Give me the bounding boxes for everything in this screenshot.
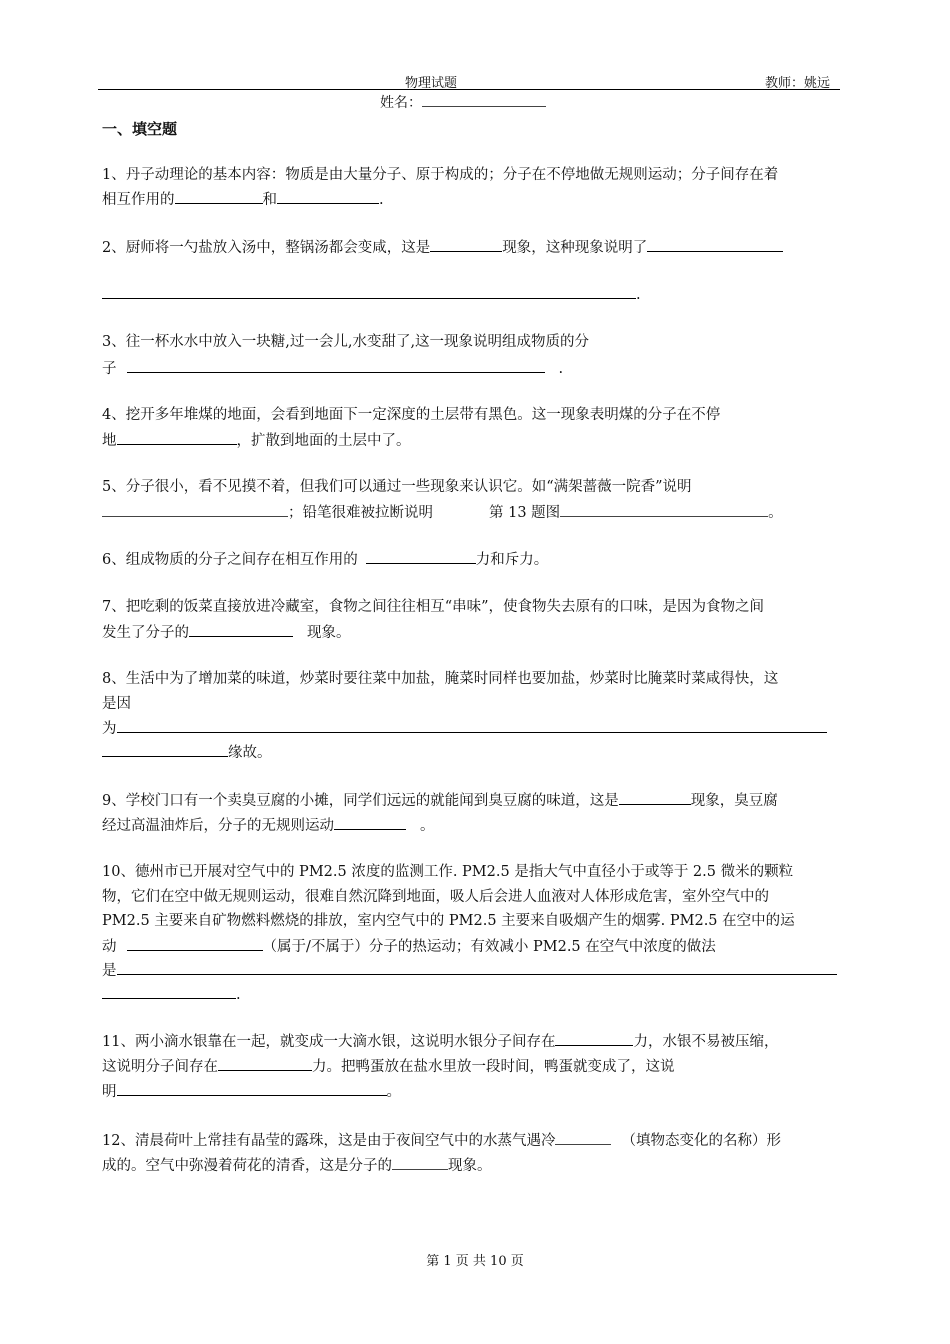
- section-title: 一、填空题: [102, 120, 178, 138]
- q12-text-c: 成的。空气中弥漫着荷花的清香，这是分子的: [102, 1158, 392, 1174]
- q10-blank-2[interactable]: [117, 960, 837, 975]
- doc-title: 物理试题: [405, 76, 458, 91]
- q12-blank-2[interactable]: [392, 1155, 448, 1170]
- q2-text-a: 2、厨师将一勺盐放入汤中，整锅汤都会变咸，这是: [102, 240, 431, 256]
- q8-line3: [102, 718, 827, 739]
- q9-text-d: 。: [420, 818, 435, 834]
- q2-blank-2[interactable]: [647, 237, 783, 252]
- q9-text-a: 9、学校门口有一个卖臭豆腐的小摊，同学们远远的就能闻到臭豆腐的味道，这是: [102, 793, 619, 809]
- q4-line1: 4、挖开多年堆煤的地面，会看到地面下一定深度的土层带有黑色。这一现象表明煤的分子在不停: [102, 407, 721, 423]
- q12-text-d: 现象。: [448, 1158, 492, 1174]
- q11-text-a: 11、两小滴水银靠在一起，就变成一大滴水银，这说明水银分子间存在: [102, 1034, 556, 1050]
- q10-blank-3[interactable]: [102, 984, 236, 999]
- q3-line1: 3、往一杯水水中放入一块糖,过一会儿,水变甜了,这一现象说明组成物质的分: [102, 334, 590, 350]
- q3-text-a: 子: [102, 361, 117, 377]
- q4-blank-1[interactable]: [117, 430, 237, 445]
- q4-line2: [102, 430, 411, 451]
- q2-line2: [102, 284, 641, 305]
- q11-blank-3[interactable]: [117, 1081, 387, 1096]
- q1-line1: 1、丹子动理论的基本内容：物质是由大量分子、原于构成的；分子在不停地做无规则运动；分子间存在着: [102, 167, 779, 183]
- header-rule: [98, 89, 840, 90]
- q6-line1: [102, 549, 548, 570]
- q1-text-a: 相互作用的: [102, 192, 175, 208]
- q10-line2: 物，它们在空中做无规则运动，很难自然沉降到地面，吸人后会进人血液对人体形成危害，室外空气中的: [102, 889, 769, 905]
- q11-blank-1[interactable]: [555, 1031, 633, 1046]
- q7-line1: 7、把吃剩的饭菜直接放进冷藏室，食物之间往往相互“串味”，使食物失去原有的口味，是因为食物之间: [102, 599, 765, 615]
- q6-text-b: 力和斥力。: [475, 552, 549, 568]
- q10-text-a: 动: [102, 939, 117, 955]
- q1-blank-1[interactable]: [175, 189, 263, 204]
- q1-line2: [102, 189, 384, 210]
- q12-line2: [102, 1155, 492, 1176]
- q9-blank-2[interactable]: [334, 815, 406, 830]
- q5-figure-label: 第 13 题图: [489, 505, 561, 521]
- q12-blank-1[interactable]: [555, 1130, 611, 1145]
- q9-line1: [102, 790, 778, 811]
- q1-text-b: 和: [262, 192, 277, 208]
- q8-text-a: 为: [102, 721, 117, 737]
- name-blank[interactable]: [422, 92, 546, 107]
- q5-line2: [102, 502, 783, 523]
- q8-line1: 8、生活中为了增加菜的味道，炒菜时要往菜中加盐，腌菜时同样也要加盐，炒菜时比腌菜时菜咸得快，这: [102, 671, 779, 687]
- page-number: 第 1 页 共 10 页: [426, 1254, 524, 1269]
- q11-text-b: 力，水银不易被压缩，: [633, 1034, 779, 1050]
- q8-line4: [102, 742, 272, 763]
- q7-line2: [102, 622, 351, 643]
- q10-line3: PM2.5 主要来自矿物燃料燃烧的排放，室内空气中的 PM2.5 主要来自吸烟产生的烟雾. PM2.5 在空中的运: [102, 913, 795, 929]
- q12-line1: [102, 1130, 781, 1151]
- q10-line1: 10、德州市已开展对空气中的 PM2.5 浓度的监测工作. PM2.5 是指大气中直径小于或等于 2.5 微米的颗粒: [102, 864, 794, 880]
- q2-line1: [102, 237, 783, 258]
- q7-blank-1[interactable]: [189, 622, 293, 637]
- q10-line5: [102, 960, 837, 981]
- q8-blank-2[interactable]: [102, 742, 228, 757]
- q10-text-d: .: [236, 987, 241, 1003]
- q1-text-c: .: [379, 192, 384, 208]
- q8-blank-1[interactable]: [117, 718, 827, 733]
- q1-blank-2[interactable]: [277, 189, 379, 204]
- q2-blank-3[interactable]: [102, 284, 636, 299]
- q10-text-c: 是: [102, 963, 117, 979]
- q5-text-a: ；铅笔很难被拉断说明: [288, 505, 433, 521]
- q2-text-b: 现象，这种现象说明了: [502, 240, 648, 256]
- q5-blank-1[interactable]: [102, 502, 288, 517]
- q9-text-b: 现象，臭豆腐: [690, 793, 778, 809]
- q7-text-a: 发生了分子的: [102, 625, 189, 641]
- q11-text-e: 明: [102, 1084, 117, 1100]
- q2-blank-1[interactable]: [430, 237, 502, 252]
- q10-line4: [102, 936, 716, 957]
- q8-text-b: 缘故。: [228, 745, 272, 761]
- q4-text-a: 地: [102, 433, 117, 449]
- q3-text-b: .: [558, 361, 564, 377]
- q3-blank-1[interactable]: [127, 358, 545, 373]
- q11-line2: [102, 1056, 675, 1077]
- q11-blank-2[interactable]: [218, 1056, 312, 1071]
- q10-line6: [102, 984, 241, 1005]
- q11-line1: [102, 1031, 778, 1052]
- name-label: 姓名：: [380, 95, 422, 111]
- q3-line2: [102, 358, 563, 379]
- q8-line2: 是因: [102, 696, 131, 712]
- q6-text-a: 6、组成物质的分子之间存在相互作用的: [102, 552, 358, 568]
- q6-blank-1[interactable]: [366, 549, 476, 564]
- q5-text-c: 。: [768, 505, 783, 521]
- q11-text-c: 这说明分子间存在: [102, 1059, 218, 1075]
- q11-line3: [102, 1081, 401, 1102]
- q9-line2: [102, 815, 435, 836]
- q9-text-c: 经过高温油炸后，分子的无规则运动: [102, 818, 334, 834]
- q2-text-c: .: [636, 287, 641, 303]
- q5-line1: 5、分子很小，看不见摸不着，但我们可以通过一些现象来认识它。如“满架蔷薇一院香”说明: [102, 479, 692, 495]
- q11-text-d: 力。把鸭蛋放在盐水里放一段时间，鸭蛋就变成了，这说: [312, 1059, 675, 1075]
- q12-text-a: 12、清晨荷叶上常挂有晶莹的露珠，这是由于夜间空气中的水蒸气遇冷: [102, 1133, 556, 1149]
- q7-text-b: 现象。: [307, 625, 351, 641]
- name-field: [380, 92, 546, 112]
- q10-blank-1[interactable]: [127, 936, 263, 951]
- q4-text-b: ，扩散到地面的土层中了。: [236, 433, 411, 449]
- teacher-name: 教师：姚远: [765, 76, 831, 91]
- q9-blank-1[interactable]: [619, 790, 691, 805]
- q11-text-f: 。: [386, 1084, 401, 1100]
- q5-blank-2[interactable]: [560, 502, 768, 517]
- q12-text-b: （填物态变化的名称）形: [621, 1133, 781, 1149]
- q10-text-b: （属于/不属于）分子的热运动；有效减小 PM2.5 在空气中浓度的做法: [262, 939, 716, 955]
